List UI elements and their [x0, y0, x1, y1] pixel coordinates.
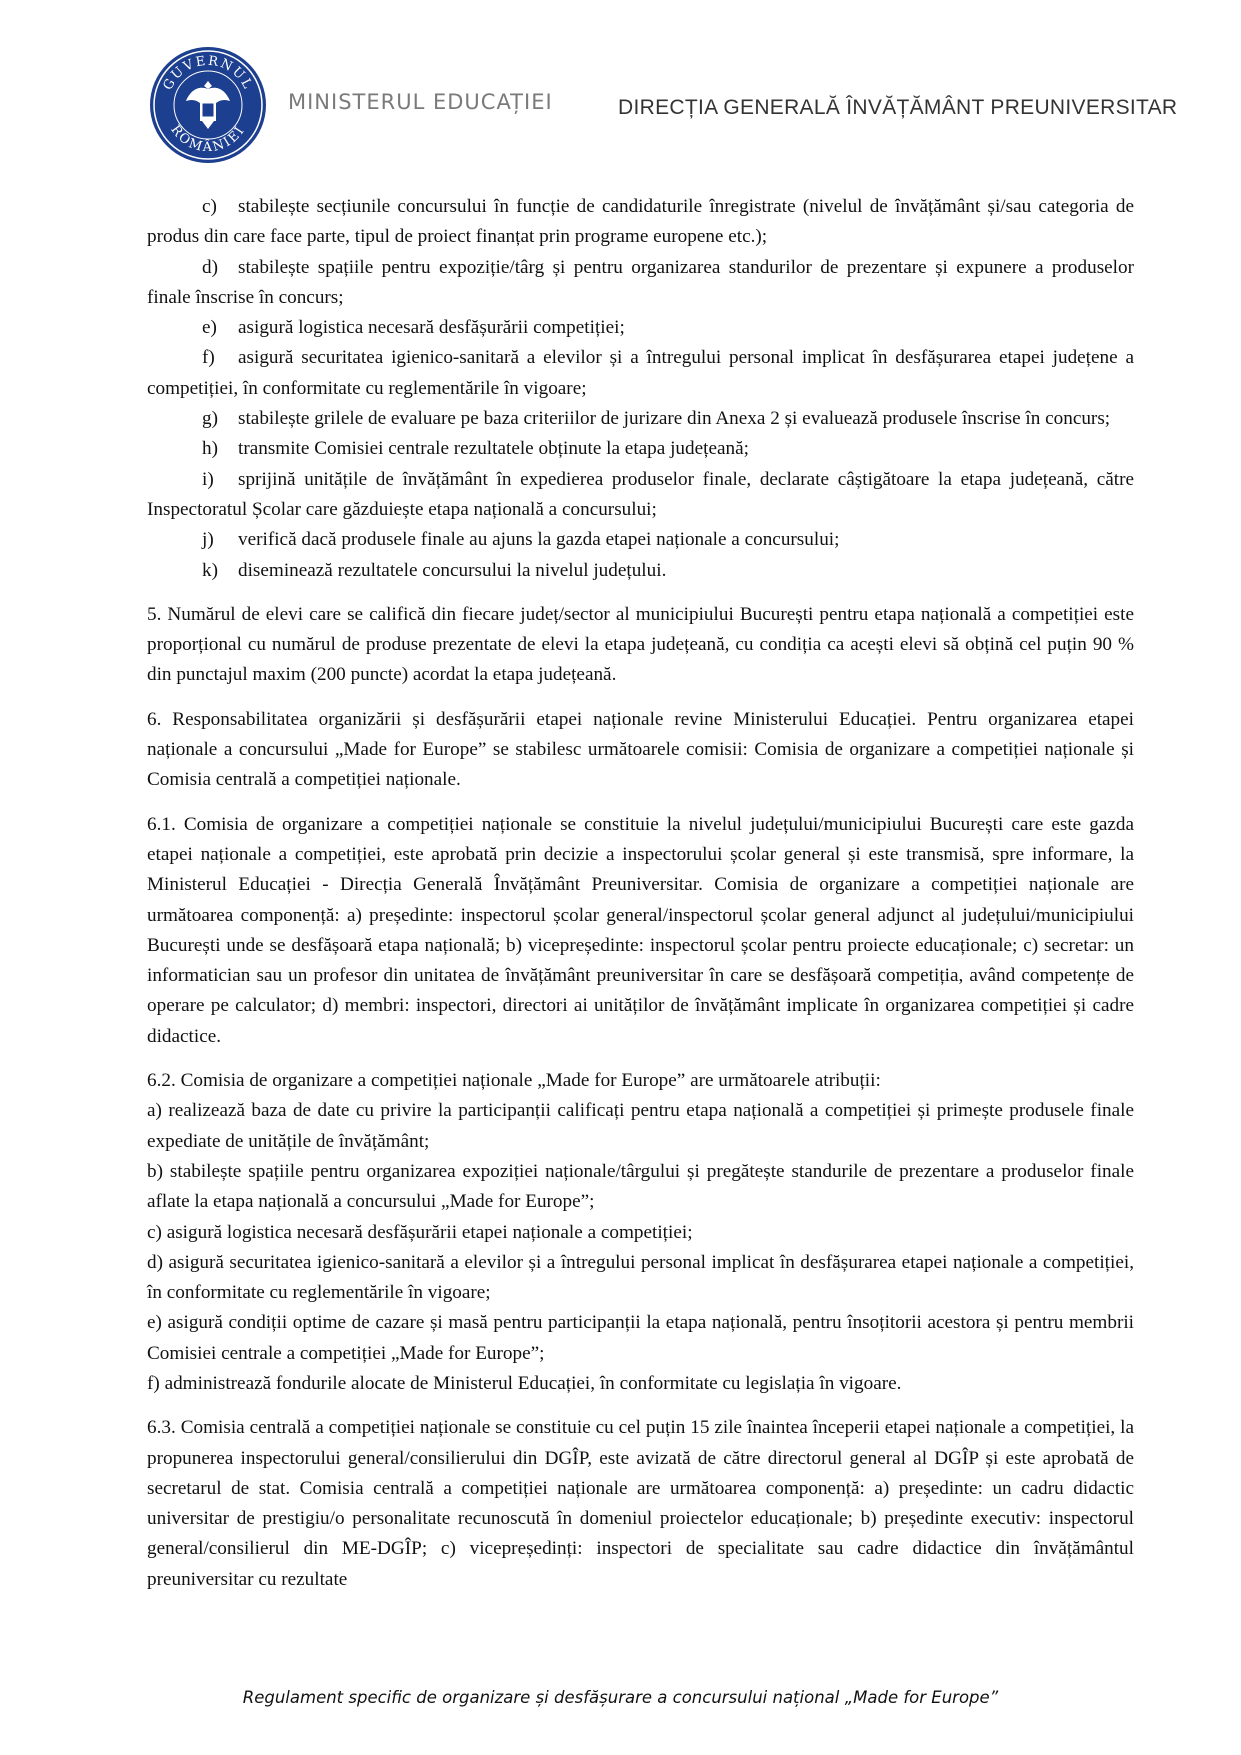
- list-item: e) asigură condiții optime de cazare și masă pentru participanții la etapa națională, pentru însoțitorii acestora și pentru membrii Comisiei centrale a competiției „Made for Europe”;: [147, 1312, 1134, 1364]
- list-item: d) stabilește spațiile pentru expoziție/târg și pentru organizarea standurilor de prezentare și expunere a produselor finale înscrise în concurs;: [147, 256, 1134, 308]
- paragraph-5: 5. Numărul de elevi care se califică din fiecare județ/sector al municipiului București pentru etapa națională a competiției este proporțional cu numărul de produse prezentate de elevi la etapa județeană, cu condiția ca acești elevi să obțină cel puțin 90 % din punctajul maxim (200 puncte) acordat la etapa județeană.: [147, 603, 1134, 686]
- list-item: i) sprijină unitățile de învățământ în expedierea produselor finale, declarate câștigătoare la etapa județeană, către Inspectoratul Școlar care găzduiește etapa națională a concursului;: [147, 468, 1134, 520]
- list-item: f) administrează fondurile alocate de Ministerul Educației, în conformitate cu legislația în vigoare.: [147, 1372, 902, 1394]
- list-item: f) asigură securitatea igienico-sanitară a elevilor și a întregului personal implicat în desfășurarea etapei județene a competiției, în conformitate cu reglementările în vigoare;: [147, 347, 1134, 399]
- list-item: b) stabilește spațiile pentru organizarea expoziției naționale/târgului și pregătește standurile de prezentare a produselor finale aflate la etapa națională a concursului „Made for Europe”;: [147, 1160, 1134, 1213]
- paragraph-6: 6. Responsabilitatea organizării și desfășurării etapei naționale revine Ministerului Educației. Pentru organizarea etapei naționale a concursului „Made for Europe” se stabilesc următoarele comisii: Comisia de organizare a competiției naționale și Comisia centrală a competiției naționale.: [147, 708, 1134, 791]
- list-item: d) asigură securitatea igienico-sanitară a elevilor și a întregului personal implicat în desfășurarea etapei naționale a competiției, în conformitate cu reglementările în vigoare;: [147, 1251, 1134, 1304]
- document-body: [147, 192, 1134, 1595]
- svg-text:GUVERNUL: GUVERNUL: [160, 53, 256, 93]
- section-6-2-title: 6.2. Comisia de organizare a competiției naționale „Made for Europe” are următoarele atribuții:: [147, 1070, 881, 1092]
- list-item: a) realizează baza de date cu privire la participanții calificați pentru etapa națională a competiției și primește produsele finale expediate de unitățile de învățământ;: [147, 1100, 1134, 1152]
- ministry-name: MINISTERUL EDUCAȚIEI: [288, 90, 553, 114]
- attributions-list: [147, 192, 1134, 586]
- list-item: e) asigură logistica necesară desfășurării competiției;: [202, 317, 625, 339]
- list-item: c) asigură logistica necesară desfășurării etapei naționale a competiției;: [147, 1221, 693, 1243]
- list-item: c) stabilește secțiunile concursului în funcție de candidaturile înregistrate (nivelul de învățământ și/sau categoria de produs din care face parte, tipul de proiect finanțat prin programe europene etc.);: [147, 196, 1134, 248]
- list-item: h) transmite Comisiei centrale rezultatele obținute la etapa județeană;: [202, 438, 749, 460]
- page-footer: Regulament specific de organizare și desfășurare a concursului național „Made for Europe”: [242, 1688, 999, 1707]
- list-item: g) stabilește grilele de evaluare pe baza criteriilor de jurizare din Anexa 2 și evaluează produsele înscrise în concurs;: [202, 408, 1111, 430]
- paragraph-6-1: 6.1. Comisia de organizare a competiției naționale se constituie la nivelul județului/municipiului București care este gazda etapei naționale a competiției, este aprobată prin decizie a inspectorului școlar general și este transmisă, spre informare, la Ministerul Educației - Direcția Generală Învățământ Preuniversitar. Comisia de organizare a competiției naționale are următoarea componență: a) președinte: inspectorul școlar general/inspectorul școlar general adjunct al județului/municipiului București unde se desfășoară etapa națională; b) vicepreședinte: inspectorul școlar pentru proiecte educaționale; c) secretar: un informatician sau un profesor din unitatea de învățământ preuniversitar în care se desfășoară competiția, având competențe de operare pe calculator; d) membri: inspectori, directori ai unităților de învățământ implicate în organizarea competiției și cadre didactice.: [147, 813, 1134, 1047]
- list-item: j) verifică dacă produsele finale au ajuns la gazda etapei naționale a concursului;: [202, 529, 840, 551]
- page-header: [0, 0, 1241, 170]
- list-item: k) diseminează rezultatele concursului la nivelul județului.: [202, 559, 667, 581]
- directorate-name: DIRECȚIA GENERALĂ ÎNVĂȚĂMÂNT PREUNIVERSITAR: [618, 96, 1178, 119]
- svg-text:ROMÂNIEI: ROMÂNIEI: [167, 122, 249, 156]
- section-6-2: [147, 1066, 1134, 1399]
- government-seal-logo: [148, 45, 268, 165]
- paragraph-6-3: 6.3. Comisia centrală a competiției naționale se constituie cu cel puțin 15 zile înaintea începerii etapei naționale a competiției, la propunerea inspectorului general/consilierului din DGÎP, este avizată de către directorul general al DGÎP și este aprobată de secretarul de stat. Comisia centrală a competiției naționale are următoarea componență: a) președinte: un cadru didactic universitar de prestigiu/o personalitate recunoscută în domeniul proiectelor educaționale; b) președinte executiv: inspectorul general/consilierul din ME-DGÎP; c) vicepreședinți: inspectori de specialitate sau cadre didactice din învățământul preuniversitar cu rezultate: [147, 1417, 1134, 1590]
